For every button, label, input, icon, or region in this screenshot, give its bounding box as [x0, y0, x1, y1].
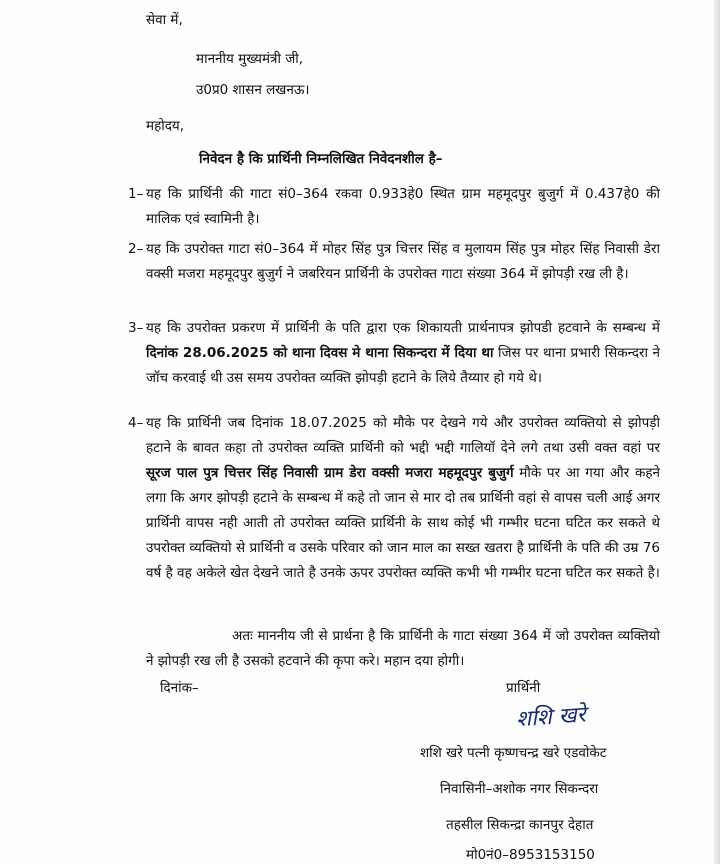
intro-line: निवेदन है कि प्रार्थिनी निम्नलिखित निवेदनशील है– — [199, 151, 443, 167]
signoff: प्रार्थिनी — [506, 680, 541, 696]
point-1-text: यह कि प्रार्थिनी की गाटा सं0–364 रकवा 0.933हे0 स्थित ग्राम महमूदपुर बुजुर्ग में 0.437हे0 की मालिक एवं स्वामिनी है। — [146, 186, 660, 227]
recipient: माननीय मुख्यमंत्री जी, — [196, 51, 304, 67]
point-3-text-c: जिस पर थाना प्रभारी सिकन्दरा ने जॉच करवाई थी उस समय उपरोक्त व्यक्ति झोपड़ी हटाने के लिये तैय्यार हो गये थे। — [146, 345, 661, 386]
paper-edge-shadow — [714, 0, 720, 864]
point-4-text-a: यह कि प्रार्थिनी जब दिनांक 18.07.2025 को मौके पर देखने गये और उपरोक्त व्यक्तियो से झोपड़ी हटाने के बावत कहा तो उपरोक्त व्यक्ति प्रार्थिनी को भद्दी भद्दी गालियॉ देने लगे तथा उसी वक्त वहां पर — [146, 415, 660, 456]
point-3-number: 3– — [128, 320, 144, 336]
salutation-to: सेवा में, — [146, 12, 183, 28]
sender-mobile: मो0नं0–8953153150 — [466, 847, 595, 863]
recipient-office: उ0प्र0 शासन लखनऊ। — [196, 82, 310, 98]
sender-residence: निवासिनी–अशोक नगर सिकन्दरा — [440, 781, 599, 797]
date-label: दिनांक– — [160, 680, 199, 696]
sender-tehsil: तहसील सिकन्द्रा कानपुर देहात — [446, 817, 594, 833]
point-3-bold: दिनांक 28.06.2025 को थाना दिवस मे थाना सिकन्दरा में दिया था — [146, 345, 494, 361]
prayer-text: अतः माननीय जी से प्रार्थना है कि प्रार्थिनी के गाटा संख्या 364 में जो उपरोक्त व्यक्तियो ने झोपड़ी रख ली है उसको हटवाने की कृपा करे। महान दया होगी। — [146, 628, 660, 669]
point-4-number: 4– — [128, 415, 144, 431]
handwritten-signature: शशि खरे — [515, 702, 587, 733]
point-2-number: 2– — [128, 241, 144, 257]
point-1-number: 1– — [128, 186, 144, 202]
sender-name: शशि खरे पत्नी कृष्णचन्द्र खरे एडवोकेट — [420, 745, 607, 761]
point-3-text — [146, 316, 660, 391]
point-4-text — [146, 411, 660, 586]
greeting: महोदय, — [146, 118, 185, 134]
point-4-bold: सूरज पाल पुत्र चित्तर सिंह निवासी ग्राम डेरा वक्सी मजरा महमूदपुर बुजुर्ग — [146, 465, 514, 481]
point-4-text-c: मौके पर आ गया और कहने लगा कि अगर झोपड़ी हटाने के सम्बन्ध में कहे तो जान से मार दो तब प्रार्थिनी वहां से वापस चली आई अगर प्रार्थिनी वापस नही आती तो उपरोक्त व्यक्ति प्रार्थिनी के साथ कोई भी गम्भीर घटना घटित कर सकते थे उपरोक्त व्यक्तियो से प्रार्थिनी व उसके परिवार को जान माल का सख्त खतरा है प्रार्थिनी के पति की उम्र 76 वर्ष है वह अकेले खेत देखने जाते है उनके ऊपर उपरोक्त व्यक्ति कभी भी गम्भीर घटना घटित कर सकते है। — [146, 465, 660, 581]
point-2-text: यह कि उपरोक्त गाटा सं0–364 में मोहर सिंह पुत्र चित्तर सिंह व मुलायम सिंह पुत्र मोहर सिंह निवासी डेरा वक्सी मजरा महमूदपुर बुजुर्ग ने जबरियन प्रार्थिनी के उपरोक्त गाटा संख्या 364 में झोपड़ी रख ली है। — [146, 241, 660, 282]
point-3-text-a: यह कि उपरोक्त प्रकरण में प्रार्थिनी के पति द्वारा एक शिकायती प्रार्थनापत्र झोपडी हटवाने के सम्बन्ध में — [146, 320, 660, 336]
